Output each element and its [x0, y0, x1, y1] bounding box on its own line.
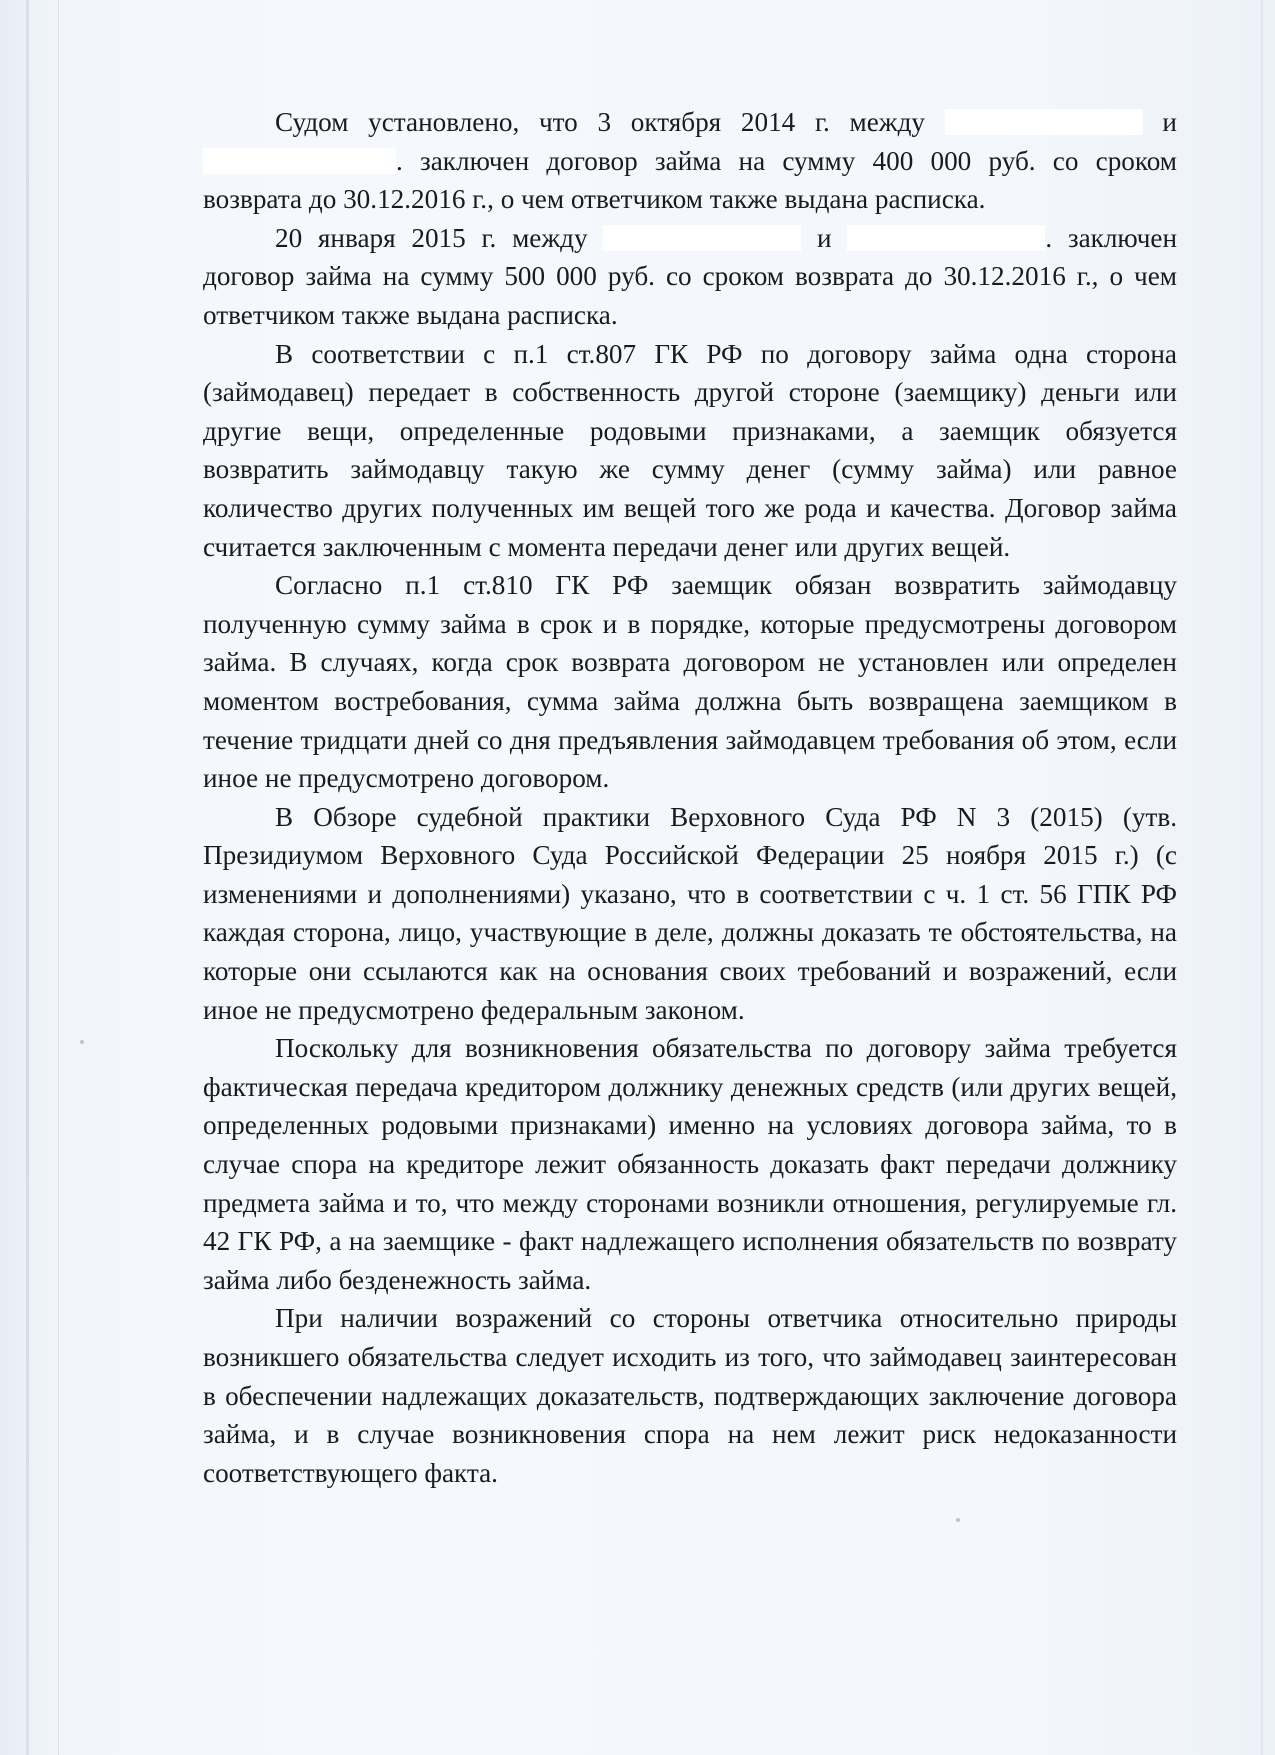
paragraph-text: Поскольку для возникновения обязательства по договору займа требуется фактическая передача кредитором должнику денежных средств (или других вещей, определенных родовыми признаками) именно на условиях договора займа, то в случае спора на кредиторе лежит обязанность доказать факт передачи должнику предмета займа и то, что между сторонами возникли отношения, регулируемые гл. 42 ГК РФ, а на заемщике - факт надлежащего исполнения обязательств по возврату займа либо безденежность займа. — [203, 1033, 1177, 1295]
paragraph-text: и — [1142, 107, 1177, 137]
paragraph-text: . заключен договор займа на сумму 500 000 руб. со сроком возврата до 30.12.2016 г., о чем ответчиком также выдана расписка. — [203, 222, 1177, 330]
redacted-name-block — [945, 109, 1143, 135]
paragraph-text: . заключен договор займа на сумму 400 000 руб. со сроком возврата до 30.12.2016 г., о чем ответчиком также выдана расписка. — [203, 145, 1177, 215]
paragraph-text: и — [801, 222, 848, 253]
paragraph-text: Согласно п.1 ст.810 ГК РФ заемщик обязан возвратить займодавцу полученную сумму займа в срок и в порядке, которые предусмотрены договором займа. В случаях, когда срок возврата договором не установлен или определен моментом востребования, сумма займа должна быть возвращена заемщиком в течение тридцати дней со дня предъявления займодавцем требования об этом, если иное не предусмотрено договором. — [203, 570, 1177, 794]
paragraph-article-810 — [203, 566, 1177, 798]
page-binding-line — [58, 0, 59, 1755]
paragraph-loan-2015 — [203, 219, 1177, 335]
scan-speck — [956, 1518, 960, 1522]
scan-speck — [80, 1040, 84, 1044]
page-edge — [1261, 0, 1263, 1755]
paragraph-article-807 — [203, 335, 1177, 567]
paragraph-loan-2014 — [203, 103, 1177, 219]
paragraph-supreme-court-review — [203, 798, 1177, 1030]
redacted-name-block — [847, 225, 1045, 251]
paragraph-text: Судом установлено, что 3 октября 2014 г. между — [275, 107, 945, 137]
paragraph-burden-of-proof — [203, 1029, 1177, 1299]
document-body — [203, 103, 1177, 1492]
paragraph-text: В соответствии с п.1 ст.807 ГК РФ по договору займа одна сторона (займодавец) передает в собственность другой стороне (заемщику) деньги или другие вещи, определенные родовыми признаками, а заемщик обязуется возвратить займодавцу такую же сумму денег (сумму займа) или равное количество других полученных им вещей того же рода и качества. Договор займа считается заключенным с момента передачи денег или других вещей. — [203, 338, 1177, 562]
paragraph-defendant-objections — [203, 1299, 1177, 1492]
paragraph-text: При наличии возражений со стороны ответчика относительно природы возникшего обязательства следует исходить из того, что займодавец заинтересован в обеспечении надлежащих доказательств, подтверждающих заключение договора займа, и в случае возникновения спора на нем лежит риск недоказанности соответствующего факта. — [203, 1303, 1177, 1488]
paragraph-text: В Обзоре судебной практики Верховного Суда РФ N 3 (2015) (утв. Президиумом Верховного Суда Российской Федерации 25 ноября 2015 г.) (с изменениями и дополнениями) указано, что в соответствии с ч. 1 ст. 56 ГПК РФ каждая сторона, лицо, участвующие в деле, должны доказать те обстоятельства, на которые они ссылаются как на основания своих требований и возражений, если иное не предусмотрено федеральным законом. — [203, 801, 1177, 1025]
redacted-name-block — [203, 148, 396, 174]
redacted-name-block — [603, 225, 801, 251]
page-fold-shadow — [26, 0, 29, 1755]
paragraph-text: 20 января 2015 г. между — [275, 222, 604, 253]
